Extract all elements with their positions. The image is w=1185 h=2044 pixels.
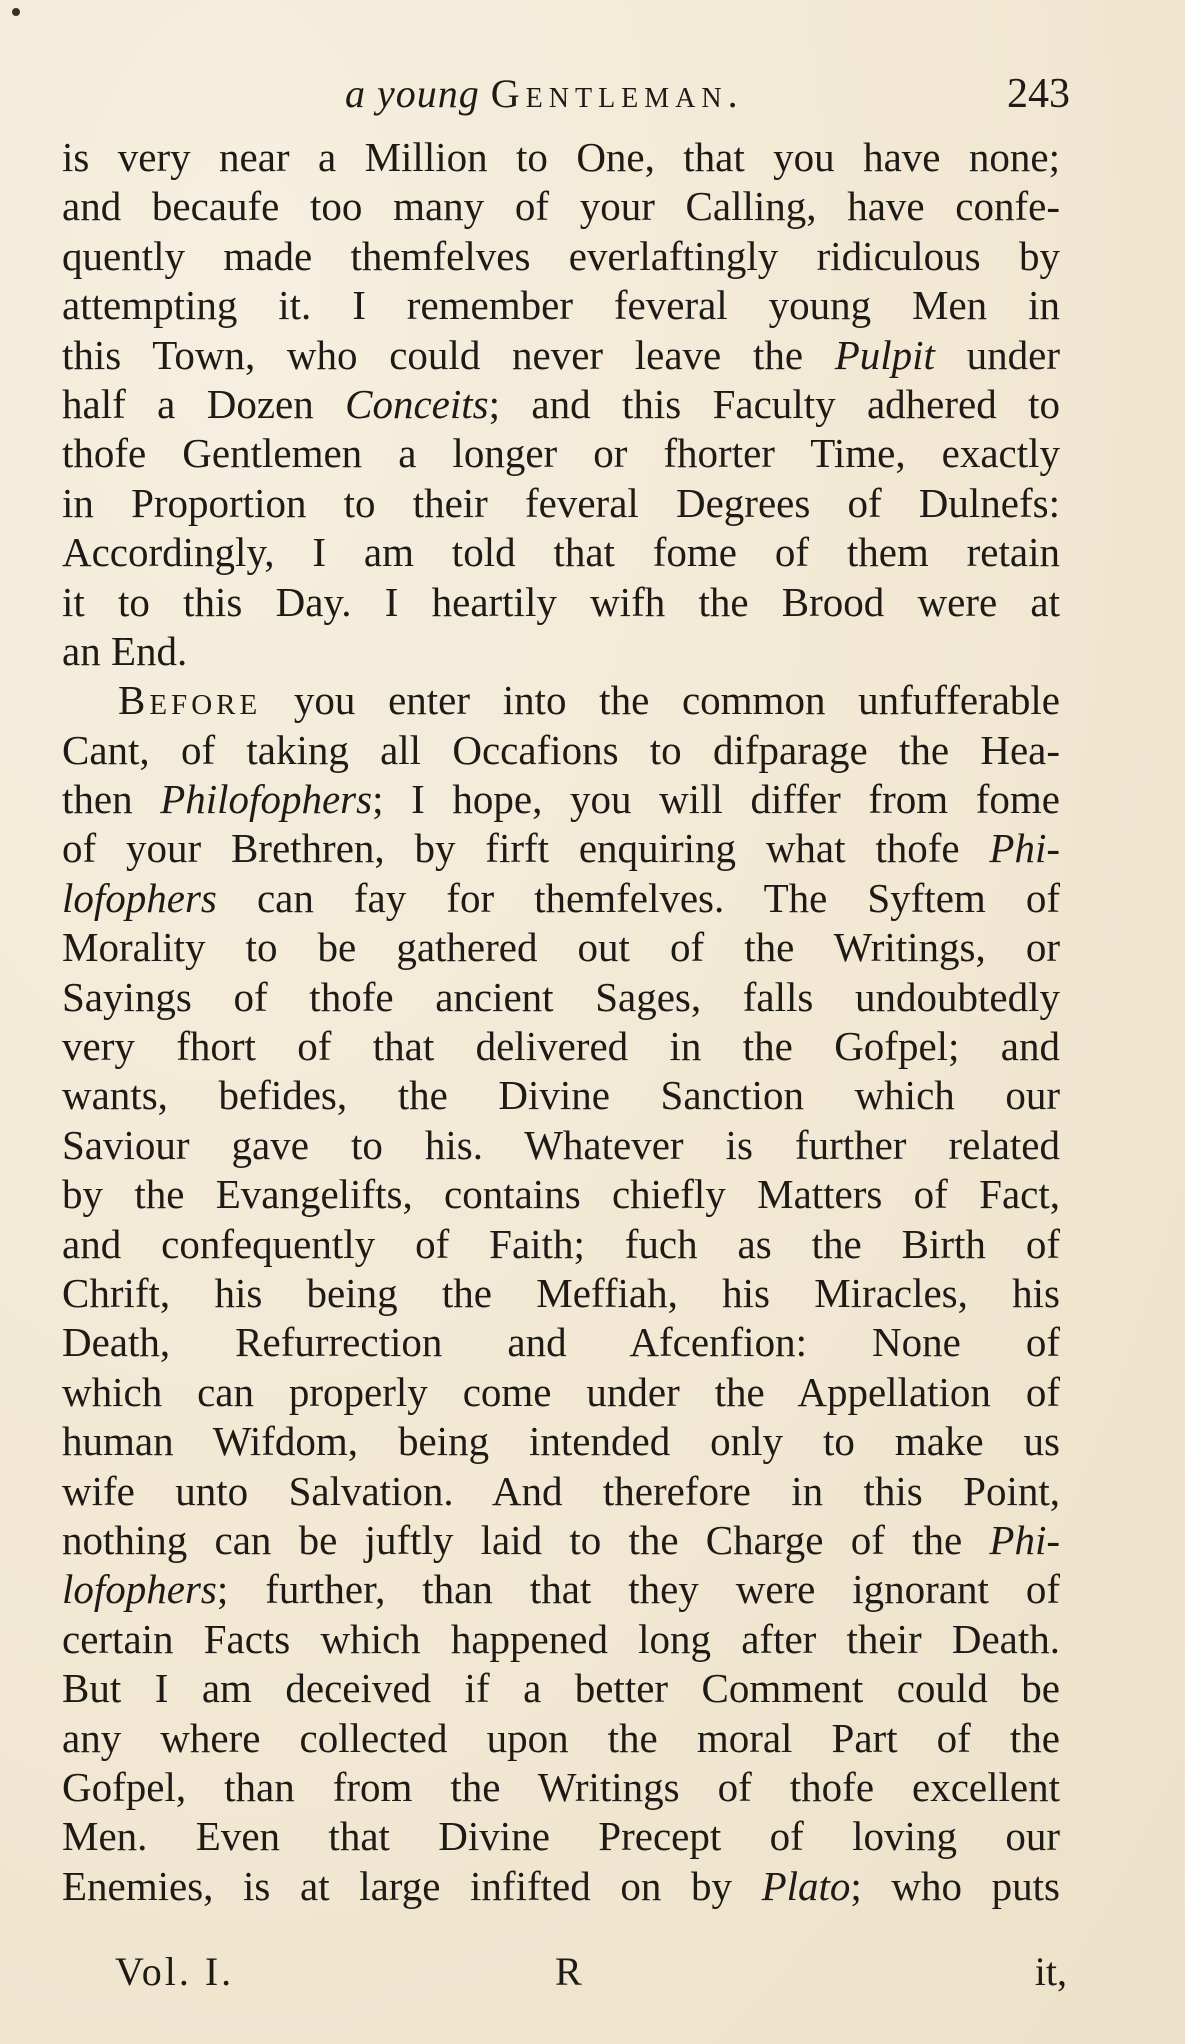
text-line: thofe Gentlemen a longer or fhorter Time, exactly xyxy=(62,430,1060,477)
text-line: certain Facts which happened long after their Death. xyxy=(62,1615,1060,1662)
text-line: and becaufe too many of your Calling, have confe- xyxy=(62,183,1060,230)
signature-letter: R xyxy=(555,1949,582,1994)
text-line: wife unto Salvation. And therefore in this Point, xyxy=(62,1467,1060,1514)
text-line: very fhort of that delivered in the Gofpel; and xyxy=(62,1023,1060,1070)
text-line: any where collected upon the moral Part of the xyxy=(62,1714,1060,1761)
body-text xyxy=(62,133,1060,1911)
text-line: which can properly come under the Appellation of xyxy=(62,1368,1060,1415)
text-line: an End. xyxy=(62,627,188,674)
text-line: attempting it. I remember feveral young Men in xyxy=(62,282,1060,329)
text-line: Enemies, is at large infifted on by Plato; who puts xyxy=(62,1862,1060,1909)
text-line: by the Evangelifts, contains chiefly Matters of Fact, xyxy=(62,1171,1060,1218)
text-line: Cant, of taking all Occafions to difparage the Hea- xyxy=(62,726,1060,773)
page-number: 243 xyxy=(1007,71,1070,117)
text-line: then Philofophers; I hope, you will differ from fome xyxy=(62,776,1060,823)
text-line: Accordingly, I am told that fome of them retain xyxy=(62,529,1060,576)
volume-signature: Vol. I. xyxy=(115,1949,235,1994)
paragraph-start-line: Before you enter into the common unfufferable xyxy=(118,677,1060,724)
text-line: Gofpel, than from the Writings of thofe excellent xyxy=(62,1763,1060,1810)
text-line: Death, Refurrection and Afcenfion: None of xyxy=(62,1319,1060,1366)
text-line: lofophers; further, than that they were ignorant of xyxy=(62,1566,1060,1613)
text-line: and confequently of Faith; fuch as the Birth of xyxy=(62,1220,1060,1267)
text-line: lofophers can fay for themfelves. The Syftem of xyxy=(62,874,1060,921)
page-footer xyxy=(115,1948,1067,1998)
text-line: quently made themfelves everlaftingly ridiculous by xyxy=(62,232,1060,279)
text-line: nothing can be juftly laid to the Charge of the Phi- xyxy=(62,1516,1060,1563)
running-head-caps: Gentleman. xyxy=(490,71,744,116)
text-line: human Wifdom, being intended only to make us xyxy=(62,1418,1060,1465)
text-line: Men. Even that Divine Precept of loving our xyxy=(62,1813,1060,1860)
text-line: wants, befides, the Divine Sanction which our xyxy=(62,1072,1060,1119)
text-line: Sayings of thofe ancient Sages, falls undoubtedly xyxy=(62,973,1060,1020)
catchword: it, xyxy=(1034,1949,1067,1994)
page-header xyxy=(60,70,1070,130)
text-line: of your Brethren, by firft enquiring what thofe Phi- xyxy=(62,825,1060,872)
ink-speck xyxy=(12,8,20,16)
text-line: this Town, who could never leave the Pulpit under xyxy=(62,331,1060,378)
text-line: But I am deceived if a better Comment could be xyxy=(62,1665,1060,1712)
text-line: in Proportion to their feveral Degrees of Dulnefs: xyxy=(62,479,1060,526)
running-head xyxy=(345,70,744,117)
text-line: Chrift, his being the Meffiah, his Miracles, his xyxy=(62,1269,1060,1316)
text-line: is very near a Million to One, that you have none; xyxy=(62,134,1060,180)
text-line: half a Dozen Conceits; and this Faculty adhered to xyxy=(62,380,1060,427)
text-line: Saviour gave to his. Whatever is further related xyxy=(62,1121,1060,1168)
running-head-italic: a young xyxy=(345,71,480,116)
text-line: Morality to be gathered out of the Writings, or xyxy=(62,924,1060,971)
text-line: it to this Day. I heartily wifh the Brood were at xyxy=(62,578,1060,625)
